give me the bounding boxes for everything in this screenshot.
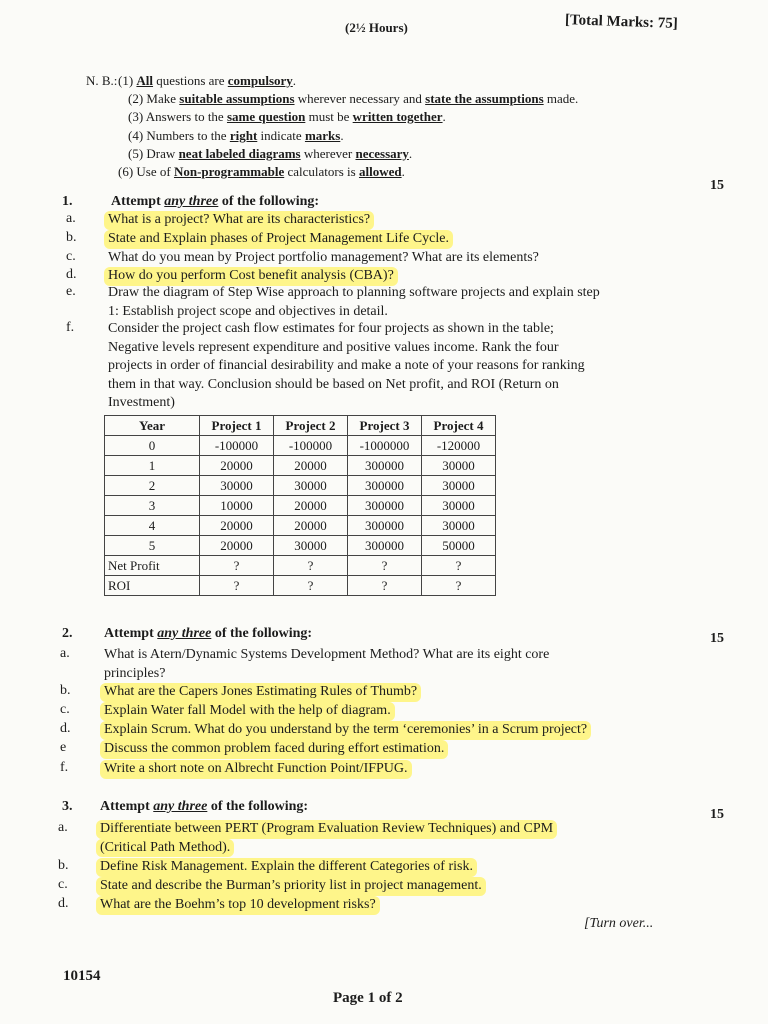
- sub-question-text: projects in order of financial desirability and make a note of your reasons for ranking: [108, 358, 585, 373]
- table-cell: 20000: [200, 536, 274, 556]
- sub-question-text: How do you perform Cost benefit analysis (CBA)?: [104, 267, 398, 286]
- sub-question-text: What is Atern/Dynamic Systems Development Method? What are its eight core: [104, 647, 550, 662]
- instruction-text: .: [340, 128, 344, 143]
- table-row: [105, 536, 496, 556]
- instruction-line: [118, 72, 296, 91]
- question-title: Attempt any three of the following:: [104, 626, 313, 641]
- sub-question-letter: c.: [58, 877, 68, 892]
- sub-question-text: What are the Boehm’s top 10 development risks?: [96, 896, 380, 915]
- question-title: Attempt any three of the following:: [100, 799, 309, 814]
- turn-over-note: [Turn over...: [584, 916, 654, 931]
- table-cell: 30000: [422, 496, 496, 516]
- instruction-text: wherever: [300, 146, 356, 161]
- sub-question-text: 1: Establish project scope and objectives in detail.: [108, 303, 388, 319]
- instruction-number: (5): [128, 146, 144, 161]
- table-cell: ?: [274, 576, 348, 596]
- table-cell: ?: [422, 556, 496, 576]
- table-cell: -1000000: [348, 436, 422, 456]
- instruction-text: calculators is: [284, 164, 359, 179]
- instruction-line: [118, 163, 405, 182]
- table-cell: 30000: [200, 476, 274, 496]
- sub-question-letter: c.: [60, 702, 70, 717]
- sub-question-letter: d.: [60, 721, 71, 736]
- instruction-emphasis: neat labeled diagrams: [178, 146, 301, 161]
- table-cell: 4: [105, 516, 200, 536]
- instruction-line: [128, 145, 412, 164]
- table-cell: 20000: [274, 516, 348, 536]
- table-row: [105, 576, 496, 596]
- table-cell: 30000: [422, 456, 496, 476]
- page-number: Page 1 of 2: [333, 990, 403, 1006]
- cash-flow-table: [104, 415, 496, 596]
- sub-question-letter: f.: [66, 320, 75, 335]
- question-title: Attempt any three of the following:: [111, 194, 320, 209]
- sub-question-text: Write a short note on Albrecht Function Point/IFPUG.: [100, 760, 412, 779]
- table-row: [105, 496, 496, 516]
- sub-question-letter: c.: [66, 249, 76, 264]
- table-cell: -100000: [200, 436, 274, 456]
- question-number: 1.: [62, 194, 73, 209]
- sub-question-text: What is a project? What are its characteristics?: [104, 211, 374, 230]
- table-cell: 10000: [200, 496, 274, 516]
- table-cell: 20000: [274, 456, 348, 476]
- paper-code: 10154: [63, 968, 101, 984]
- table-row: [105, 436, 496, 456]
- sub-question-text: What do you mean by Project portfolio management? What are its elements?: [108, 250, 539, 265]
- instruction-number: (1): [118, 73, 134, 88]
- instruction-emphasis: allowed: [358, 164, 402, 179]
- sub-question-text: principles?: [104, 665, 166, 681]
- sub-question-text: Define Risk Management. Explain the different Categories of risk.: [96, 858, 477, 877]
- instruction-number: (4): [128, 128, 144, 143]
- instruction-emphasis: written together: [352, 109, 443, 124]
- sub-question-text: Discuss the common problem faced during effort estimation.: [100, 740, 448, 759]
- table-cell: 1: [105, 456, 200, 476]
- sub-question-text: State and describe the Burman’s priority list in project management.: [96, 877, 486, 896]
- instruction-emphasis: state the assumptions: [425, 91, 544, 106]
- table-cell: ?: [200, 556, 274, 576]
- instruction-emphasis: right: [229, 128, 258, 143]
- table-header-cell: Project 2: [274, 416, 348, 436]
- instruction-emphasis: All: [136, 73, 154, 88]
- question-marks: 15: [710, 631, 724, 646]
- question-number: 3.: [62, 799, 73, 814]
- instruction-number: (2): [128, 91, 144, 106]
- sub-question-letter: f.: [60, 760, 69, 775]
- instruction-text: wherever necessary and: [294, 91, 426, 106]
- table-header-cell: Project 3: [348, 416, 422, 436]
- sub-question-text: (Critical Path Method).: [96, 839, 234, 858]
- table-cell: 300000: [348, 456, 422, 476]
- table-cell: 5: [105, 536, 200, 556]
- table-cell: ?: [348, 556, 422, 576]
- sub-question-text: What are the Capers Jones Estimating Rules of Thumb?: [100, 683, 421, 702]
- sub-question-text: Differentiate between PERT (Program Evaluation Review Techniques) and CPM: [96, 820, 557, 839]
- sub-question-text: Explain Water fall Model with the help of diagram.: [100, 702, 395, 721]
- sub-question-letter: e: [60, 740, 67, 755]
- sub-question-text: them in that way. Conclusion should be based on Net profit, and ROI (Return on: [108, 376, 559, 392]
- instruction-number: (6): [118, 164, 134, 179]
- sub-question-letter: b.: [60, 683, 71, 698]
- instruction-line: [128, 127, 344, 146]
- instruction-text: .: [401, 164, 405, 179]
- table-cell: 300000: [348, 476, 422, 496]
- table-cell: 30000: [422, 516, 496, 536]
- instruction-text: questions are: [153, 73, 228, 88]
- table-cell: -100000: [274, 436, 348, 456]
- table-cell: 30000: [274, 536, 348, 556]
- table-header-cell: Project 1: [200, 416, 274, 436]
- instruction-text: Answers to the: [145, 109, 227, 124]
- sub-question-letter: a.: [60, 646, 70, 661]
- table-cell: 50000: [422, 536, 496, 556]
- instruction-text: must be: [305, 109, 353, 124]
- instruction-line: [128, 108, 446, 127]
- instruction-text: indicate: [257, 128, 305, 143]
- sub-question-letter: d.: [58, 896, 69, 911]
- table-row: [105, 476, 496, 496]
- table-cell: ?: [200, 576, 274, 596]
- sub-question-text: Draw the diagram of Step Wise approach to planning software projects and explain step: [108, 285, 600, 300]
- instruction-text: Make: [146, 91, 180, 106]
- table-cell: 30000: [274, 476, 348, 496]
- instruction-text: Draw: [146, 146, 179, 161]
- instruction-text: Numbers to the: [146, 128, 230, 143]
- sub-question-letter: a.: [66, 211, 76, 226]
- sub-question-text: Negative levels represent expenditure and positive values income. Rank the four: [108, 339, 559, 355]
- table-cell: ROI: [105, 576, 200, 596]
- table-cell: 20000: [274, 496, 348, 516]
- instruction-number: (3): [128, 109, 144, 124]
- table-cell: 300000: [348, 536, 422, 556]
- instruction-text: .: [442, 109, 446, 124]
- sub-question-text: Investment): [108, 395, 175, 410]
- table-cell: ?: [422, 576, 496, 596]
- table-cell: 0: [105, 436, 200, 456]
- instruction-emphasis: Non-programmable: [173, 164, 285, 179]
- question-number: 2.: [62, 626, 73, 641]
- instruction-text: .: [408, 146, 413, 161]
- table-cell: 20000: [200, 516, 274, 536]
- table-cell: Net Profit: [105, 556, 200, 576]
- table-cell: 3: [105, 496, 200, 516]
- question-marks: 15: [710, 178, 724, 193]
- instruction-text: Use of: [136, 164, 174, 179]
- table-header-cell: Year: [105, 416, 200, 436]
- question-marks: 15: [710, 807, 724, 822]
- instructions-label: N. B.:: [86, 73, 118, 88]
- sub-question-letter: e.: [66, 284, 76, 299]
- table-cell: ?: [348, 576, 422, 596]
- table-cell: 20000: [200, 456, 274, 476]
- sub-question-text: State and Explain phases of Project Management Life Cycle.: [104, 230, 453, 249]
- total-marks: [Total Marks: 75]: [564, 12, 679, 32]
- table-cell: 300000: [348, 496, 422, 516]
- sub-question-letter: a.: [58, 820, 68, 835]
- table-cell: -120000: [422, 436, 496, 456]
- sub-question-letter: d.: [66, 267, 77, 282]
- instruction-emphasis: marks: [304, 128, 341, 143]
- table-cell: ?: [274, 556, 348, 576]
- instruction-line: [128, 90, 578, 109]
- sub-question-text: Consider the project cash flow estimates for four projects as shown in the table;: [108, 321, 554, 336]
- instruction-text: made.: [543, 91, 579, 106]
- instruction-emphasis: same question: [226, 109, 306, 124]
- instruction-emphasis: compulsory: [227, 73, 293, 88]
- table-cell: 2: [105, 476, 200, 496]
- table-cell: 30000: [422, 476, 496, 496]
- instruction-emphasis: necessary: [355, 146, 409, 161]
- instruction-text: .: [292, 73, 297, 88]
- sub-question-letter: b.: [66, 230, 77, 245]
- sub-question-letter: b.: [58, 858, 69, 873]
- table-row: [105, 556, 496, 576]
- table-row: [105, 456, 496, 476]
- table-cell: 300000: [348, 516, 422, 536]
- exam-duration: (2½ Hours): [345, 20, 408, 35]
- table-row: [105, 516, 496, 536]
- sub-question-text: Explain Scrum. What do you understand by the term ‘ceremonies’ in a Scrum project?: [100, 721, 591, 740]
- table-header-cell: Project 4: [422, 416, 496, 436]
- instruction-emphasis: suitable assumptions: [179, 91, 295, 106]
